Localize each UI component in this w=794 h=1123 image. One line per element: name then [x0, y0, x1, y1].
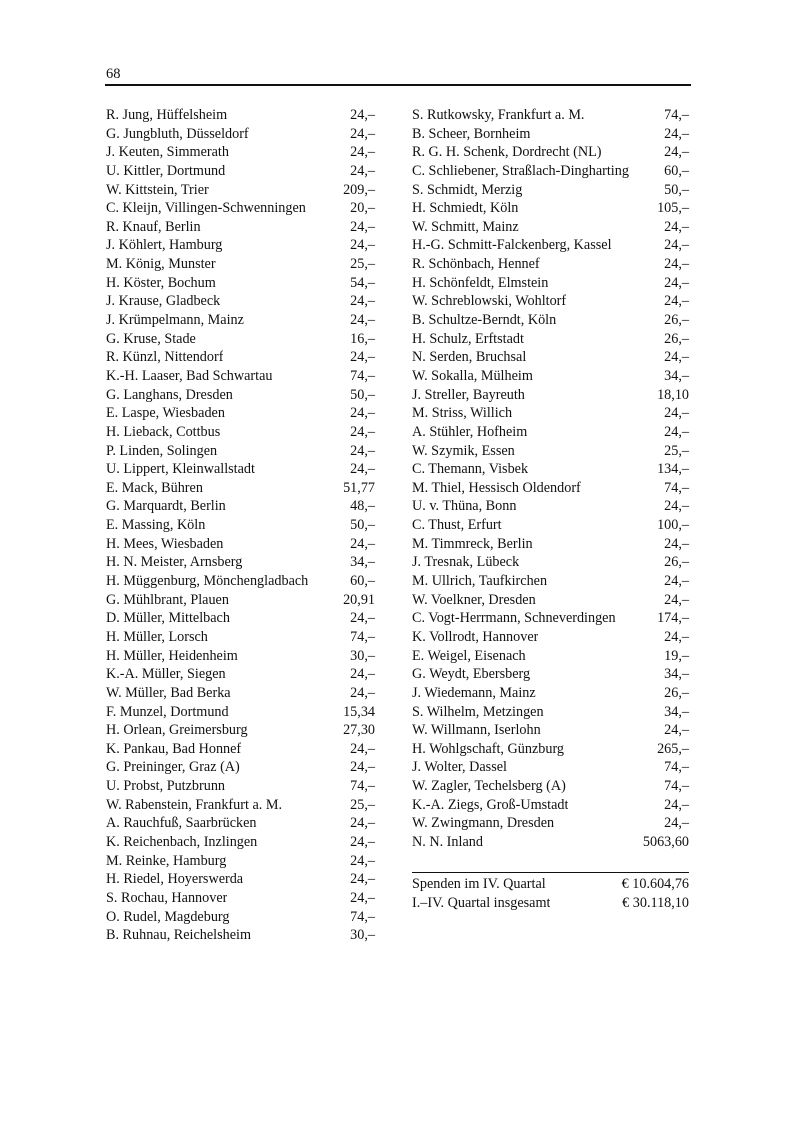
donor-row-name: H. Müller, Lorsch: [106, 628, 208, 645]
donor-row-name: U. Probst, Putzbrunn: [106, 778, 226, 795]
donor-row-name: G. Marquardt, Berlin: [106, 498, 226, 515]
donor-row-name: U. v. Thüna, Bonn: [412, 498, 517, 515]
donor-row-amount: 34,–: [664, 367, 689, 384]
donor-row-name: E. Mack, Bühren: [106, 479, 203, 496]
donor-row: [412, 796, 689, 815]
donor-row-name: W. Zagler, Techelsberg (A): [412, 778, 566, 795]
donor-row-amount: 50,–: [350, 517, 375, 534]
donor-row: [106, 236, 375, 255]
donor-row-name: H. N. Meister, Arnsberg: [106, 554, 243, 571]
donor-row: [412, 106, 689, 125]
donor-row: [106, 572, 375, 591]
donor-row: [106, 684, 375, 703]
donor-row-amount: 24,–: [350, 461, 375, 478]
donor-row-amount: 15,34: [343, 703, 375, 720]
donor-row: [412, 162, 689, 181]
donor-row-amount: 24,–: [350, 666, 375, 683]
donor-row-name: R. Knauf, Berlin: [106, 218, 201, 235]
donor-row: [106, 852, 375, 871]
donor-row: [106, 889, 375, 908]
donor-row: [106, 833, 375, 852]
donor-row: [106, 796, 375, 815]
donor-row-amount: 30,–: [350, 647, 375, 664]
donor-row: [106, 311, 375, 330]
donor-row-amount: 105,–: [657, 200, 689, 217]
donor-row-name: A. Rauchfuß, Saarbrücken: [106, 815, 257, 832]
donor-row-name: H. Wohlgschaft, Günzburg: [412, 740, 565, 757]
donor-row: [412, 535, 689, 554]
donor-row: [106, 386, 375, 405]
donor-row-amount: 24,–: [664, 815, 689, 832]
donor-row-name: W. Müller, Bad Berka: [106, 684, 231, 701]
donor-row-amount: 24,–: [350, 535, 375, 552]
donor-row-amount: 20,–: [350, 200, 375, 217]
donor-row: [412, 703, 689, 722]
donor-row-name: J. Krause, Gladbeck: [106, 293, 221, 310]
donor-row-amount: 24,–: [350, 889, 375, 906]
donor-row: [412, 404, 689, 423]
donor-row: [412, 218, 689, 237]
donor-row-name: J. Keuten, Simmerath: [106, 144, 229, 161]
donor-row-name: J. Wolter, Dassel: [412, 759, 507, 776]
donor-row-amount: 24,–: [664, 591, 689, 608]
donor-row-amount: 174,–: [657, 610, 689, 627]
donor-row-name: C. Thust, Erfurt: [412, 517, 502, 534]
donor-row-name: M. Timmreck, Berlin: [412, 535, 533, 552]
donor-row: [412, 199, 689, 218]
donor-row: [106, 777, 375, 796]
donor-row-amount: 24,–: [350, 610, 375, 627]
donor-row-amount: 24,–: [664, 498, 689, 515]
donor-row-name: H. Müller, Heidenheim: [106, 647, 238, 664]
donor-row-name: H. Schmiedt, Köln: [412, 200, 519, 217]
donor-row-amount: 24,–: [664, 573, 689, 590]
donor-row: [412, 814, 689, 833]
donor-row-amount: 16,–: [350, 330, 375, 347]
donor-row-amount: 26,–: [664, 684, 689, 701]
donor-row: [412, 758, 689, 777]
donor-row-name: C. Vogt-Herrmann, Schneverdingen: [412, 610, 616, 627]
donor-row: [412, 311, 689, 330]
donor-row-amount: 24,–: [664, 722, 689, 739]
donor-row: [106, 814, 375, 833]
summary-block: [412, 872, 689, 912]
donor-row-name: W. Kittstein, Trier: [106, 181, 209, 198]
donor-row-amount: 24,–: [664, 796, 689, 813]
right-donor-column: [412, 106, 689, 852]
donor-row-amount: 34,–: [664, 666, 689, 683]
donor-row-name: B. Ruhnau, Reichelsheim: [106, 927, 252, 944]
donor-row-name: H. Mees, Wiesbaden: [106, 535, 224, 552]
donor-row-name: N. Serden, Bruchsal: [412, 349, 527, 366]
donor-row: [106, 181, 375, 200]
donor-row: [412, 292, 689, 311]
donor-row-name: E. Massing, Köln: [106, 517, 206, 534]
donor-row-name: U. Kittler, Dortmund: [106, 162, 226, 179]
donor-row: [106, 199, 375, 218]
donor-row: [106, 665, 375, 684]
donor-row: [106, 553, 375, 572]
donor-row: [412, 777, 689, 796]
donor-row: [106, 516, 375, 535]
donor-row-name: P. Linden, Solingen: [106, 442, 218, 459]
donor-row-name: H.-G. Schmitt-Falckenberg, Kassel: [412, 237, 612, 254]
donor-row: [412, 553, 689, 572]
donor-row-amount: 19,–: [664, 647, 689, 664]
donor-row-name: W. Voelkner, Dresden: [412, 591, 536, 608]
donor-row-name: W. Szymik, Essen: [412, 442, 515, 459]
donor-row-name: H. Orlean, Greimersburg: [106, 722, 248, 739]
donor-row: [106, 367, 375, 386]
donor-row: [412, 255, 689, 274]
summary-row: [412, 875, 689, 894]
donor-row-amount: 134,–: [657, 461, 689, 478]
donor-row-name: E. Laspe, Wiesbaden: [106, 405, 225, 422]
donor-row-amount: 18,10: [657, 386, 689, 403]
donor-row-amount: 54,–: [350, 274, 375, 291]
donor-row-amount: 24,–: [350, 107, 375, 123]
donor-row: [106, 703, 375, 722]
donor-row-name: G. Preininger, Graz (A): [106, 759, 240, 776]
donor-row-name: G. Jungbluth, Düsseldorf: [106, 125, 249, 142]
donor-row: [412, 442, 689, 461]
summary-row-name: Spenden im IV. Quartal: [412, 876, 546, 892]
donor-row-name: G. Mühlbrant, Plauen: [106, 591, 229, 608]
donor-row-name: M. Thiel, Hessisch Oldendorf: [412, 479, 581, 496]
donor-row-name: O. Rudel, Magdeburg: [106, 908, 230, 925]
donor-row-name: W. Zwingmann, Dresden: [412, 815, 555, 832]
donor-row-amount: 74,–: [350, 908, 375, 925]
donor-row-name: B. Scheer, Bornheim: [412, 125, 531, 142]
donor-row-amount: 24,–: [350, 405, 375, 422]
donor-row-amount: 34,–: [350, 554, 375, 571]
donor-row-amount: 25,–: [350, 796, 375, 813]
donor-row-name: K. Vollrodt, Hannover: [412, 628, 539, 645]
donor-row: [106, 404, 375, 423]
donor-row-name: K. Reichenbach, Inzlingen: [106, 833, 258, 850]
donor-row-name: J. Tresnak, Lübeck: [412, 554, 520, 571]
donor-row-amount: 24,–: [664, 256, 689, 273]
donor-row-name: C. Schliebener, Straßlach-Dingharting: [412, 162, 629, 179]
summary-row: [412, 894, 689, 913]
donor-row-name: H. Lieback, Cottbus: [106, 423, 221, 440]
donor-row-amount: 24,–: [664, 628, 689, 645]
donor-row-name: B. Schultze-Berndt, Köln: [412, 312, 557, 329]
donor-row-name: C. Themann, Visbek: [412, 461, 529, 478]
summary-row-amount: € 30.118,10: [622, 894, 689, 911]
donor-row-name: W. Schmitt, Mainz: [412, 218, 519, 235]
donor-row-amount: 24,–: [350, 162, 375, 179]
donor-row: [106, 740, 375, 759]
donor-row-name: J. Wiedemann, Mainz: [412, 684, 536, 701]
donor-row: [412, 367, 689, 386]
donor-row: [106, 274, 375, 293]
donor-row-amount: 24,–: [350, 815, 375, 832]
donor-row-amount: 24,–: [664, 349, 689, 366]
donor-row-name: K.-H. Laaser, Bad Schwartau: [106, 367, 273, 384]
donor-row: [412, 740, 689, 759]
donor-row-amount: 25,–: [664, 442, 689, 459]
donor-row-amount: 209,–: [343, 181, 375, 198]
donor-row-name: R. G. H. Schenk, Dordrecht (NL): [412, 144, 602, 161]
donor-row-name: H. Köster, Bochum: [106, 274, 216, 291]
donor-row: [106, 292, 375, 311]
donor-row-name: C. Kleijn, Villingen-Schwenningen: [106, 200, 306, 217]
donor-row: [106, 870, 375, 889]
header-rule: [105, 84, 691, 86]
donor-row-amount: 24,–: [350, 684, 375, 701]
donor-row-amount: 74,–: [664, 778, 689, 795]
donor-row-amount: 26,–: [664, 554, 689, 571]
donor-row: [412, 665, 689, 684]
donor-row-amount: 24,–: [350, 759, 375, 776]
donor-row-name: H. Müggenburg, Mönchengladbach: [106, 573, 309, 590]
donor-row-amount: 60,–: [664, 162, 689, 179]
donor-row-name: M. Ullrich, Taufkirchen: [412, 573, 548, 590]
donor-row: [106, 535, 375, 554]
donor-row: [412, 684, 689, 703]
donor-row-name: M. König, Munster: [106, 256, 216, 273]
donor-row-amount: 5063,60: [642, 833, 689, 850]
donor-row-name: R. Schönbach, Hennef: [412, 256, 540, 273]
donor-row-name: F. Munzel, Dortmund: [106, 703, 229, 720]
donor-row-amount: 30,–: [350, 927, 375, 944]
donor-row-amount: 24,–: [350, 144, 375, 161]
left-donor-column: [106, 106, 375, 945]
donor-row-amount: 74,–: [664, 479, 689, 496]
donor-row-amount: 26,–: [664, 330, 689, 347]
donor-row-amount: 24,–: [350, 833, 375, 850]
donor-row-amount: 74,–: [350, 628, 375, 645]
donor-row-amount: 24,–: [664, 144, 689, 161]
donor-row: [106, 758, 375, 777]
donor-row: [412, 647, 689, 666]
donor-row: [412, 143, 689, 162]
donor-row: [106, 908, 375, 927]
donor-row-name: W. Schreblowski, Wohltorf: [412, 293, 567, 310]
donor-row: [412, 497, 689, 516]
donor-row-name: R. Jung, Hüffelsheim: [106, 107, 228, 123]
donor-row-name: J. Streller, Bayreuth: [412, 386, 525, 403]
donor-row-name: G. Langhans, Dresden: [106, 386, 233, 403]
donor-row: [106, 255, 375, 274]
donor-row: [412, 386, 689, 405]
donor-row-amount: 24,–: [350, 237, 375, 254]
donor-row-amount: 25,–: [350, 256, 375, 273]
donor-row-name: M. Striss, Willich: [412, 405, 513, 422]
donor-row-name: W. Willmann, Iserlohn: [412, 722, 541, 739]
donor-row-amount: 48,–: [350, 498, 375, 515]
donor-row-name: H. Schönfeldt, Elmstein: [412, 274, 549, 291]
donor-row-amount: 24,–: [350, 740, 375, 757]
donor-row-amount: 60,–: [350, 573, 375, 590]
donor-row: [412, 236, 689, 255]
donor-row-name: S. Schmidt, Merzig: [412, 181, 523, 198]
donor-row: [106, 609, 375, 628]
donor-row-name: A. Stühler, Hofheim: [412, 423, 528, 440]
donor-row: [106, 143, 375, 162]
donor-row: [106, 647, 375, 666]
donor-row: [412, 591, 689, 610]
donor-row-amount: 265,–: [657, 740, 689, 757]
donor-row-amount: 24,–: [664, 274, 689, 291]
donor-row: [412, 274, 689, 293]
donor-row-name: S. Rutkowsky, Frankfurt a. M.: [412, 107, 585, 123]
donor-row-amount: 24,–: [664, 535, 689, 552]
donor-row: [106, 423, 375, 442]
donor-row: [106, 218, 375, 237]
donor-row: [412, 721, 689, 740]
donor-row-amount: 74,–: [350, 367, 375, 384]
donor-row: [106, 162, 375, 181]
donor-row-amount: 74,–: [350, 778, 375, 795]
donor-row: [412, 572, 689, 591]
donor-row-amount: 74,–: [664, 107, 689, 123]
donor-row-name: N. N. Inland: [412, 833, 483, 850]
donor-row-name: G. Kruse, Stade: [106, 330, 196, 347]
donor-row: [412, 423, 689, 442]
donor-row-amount: 24,–: [350, 293, 375, 310]
donor-row-name: K.-A. Müller, Siegen: [106, 666, 226, 683]
donor-row-name: M. Reinke, Hamburg: [106, 852, 227, 869]
donor-row-amount: 24,–: [350, 218, 375, 235]
donor-row-amount: 74,–: [664, 759, 689, 776]
donor-row-amount: 34,–: [664, 703, 689, 720]
donor-row-name: R. Künzl, Nittendorf: [106, 349, 224, 366]
donor-row-amount: 24,–: [350, 852, 375, 869]
donor-row: [412, 609, 689, 628]
donor-row-name: W. Rabenstein, Frankfurt a. M.: [106, 796, 282, 813]
donor-row: [106, 106, 375, 125]
donor-row: [412, 628, 689, 647]
donor-row-amount: 24,–: [350, 349, 375, 366]
donor-row: [106, 460, 375, 479]
donor-row: [412, 516, 689, 535]
donor-row-amount: 24,–: [350, 125, 375, 142]
donor-row-name: K. Pankau, Bad Honnef: [106, 740, 242, 757]
donor-row: [106, 348, 375, 367]
donor-row-amount: 50,–: [350, 386, 375, 403]
donor-row-name: U. Lippert, Kleinwallstadt: [106, 461, 255, 478]
donor-row: [106, 442, 375, 461]
donor-row-amount: 24,–: [664, 237, 689, 254]
donor-row-amount: 24,–: [664, 218, 689, 235]
donor-row-name: S. Rochau, Hannover: [106, 889, 228, 906]
donor-row: [412, 330, 689, 349]
donor-row-amount: 24,–: [664, 423, 689, 440]
summary-row-amount: € 10.604,76: [621, 876, 689, 892]
donor-row-name: E. Weigel, Eisenach: [412, 647, 526, 664]
donor-row: [412, 125, 689, 144]
donor-row-amount: 100,–: [657, 517, 689, 534]
donor-row: [412, 833, 689, 852]
donor-row-amount: 27,30: [343, 722, 375, 739]
donor-row-amount: 26,–: [664, 312, 689, 329]
donor-row-amount: 24,–: [350, 442, 375, 459]
donor-row: [106, 591, 375, 610]
donor-row: [106, 125, 375, 144]
donor-row-name: H. Riedel, Hoyerswerda: [106, 871, 244, 888]
donor-row: [106, 628, 375, 647]
donor-row-amount: 51,77: [343, 479, 375, 496]
donor-row-amount: 50,–: [664, 181, 689, 198]
donor-row-amount: 24,–: [350, 871, 375, 888]
donor-row-name: D. Müller, Mittelbach: [106, 610, 230, 627]
donor-row: [106, 926, 375, 945]
donor-row-name: G. Weydt, Ebersberg: [412, 666, 531, 683]
donor-row: [412, 348, 689, 367]
donor-row-amount: 24,–: [664, 405, 689, 422]
donor-row-amount: 24,–: [350, 312, 375, 329]
donor-row-name: S. Wilhelm, Metzingen: [412, 703, 544, 720]
donor-row-name: H. Schulz, Erftstadt: [412, 330, 524, 347]
donor-row-name: J. Köhlert, Hamburg: [106, 237, 223, 254]
donor-row-name: W. Sokalla, Mülheim: [412, 367, 533, 384]
page-number: 68: [106, 66, 121, 82]
donor-row: [106, 497, 375, 516]
donor-row-name: J. Krümpelmann, Mainz: [106, 312, 244, 329]
donor-row: [106, 721, 375, 740]
donor-row-name: K.-A. Ziegs, Groß-Umstadt: [412, 796, 569, 813]
summary-rule: [412, 872, 689, 873]
donor-row: [412, 479, 689, 498]
summary-row-name: I.–IV. Quartal insgesamt: [412, 894, 551, 911]
donor-row-amount: 24,–: [664, 125, 689, 142]
donor-row-amount: 24,–: [664, 293, 689, 310]
donor-row: [412, 460, 689, 479]
donor-row: [106, 330, 375, 349]
donor-row: [412, 181, 689, 200]
donor-row: [106, 479, 375, 498]
donor-row-amount: 24,–: [350, 423, 375, 440]
donor-row-amount: 20,91: [343, 591, 375, 608]
